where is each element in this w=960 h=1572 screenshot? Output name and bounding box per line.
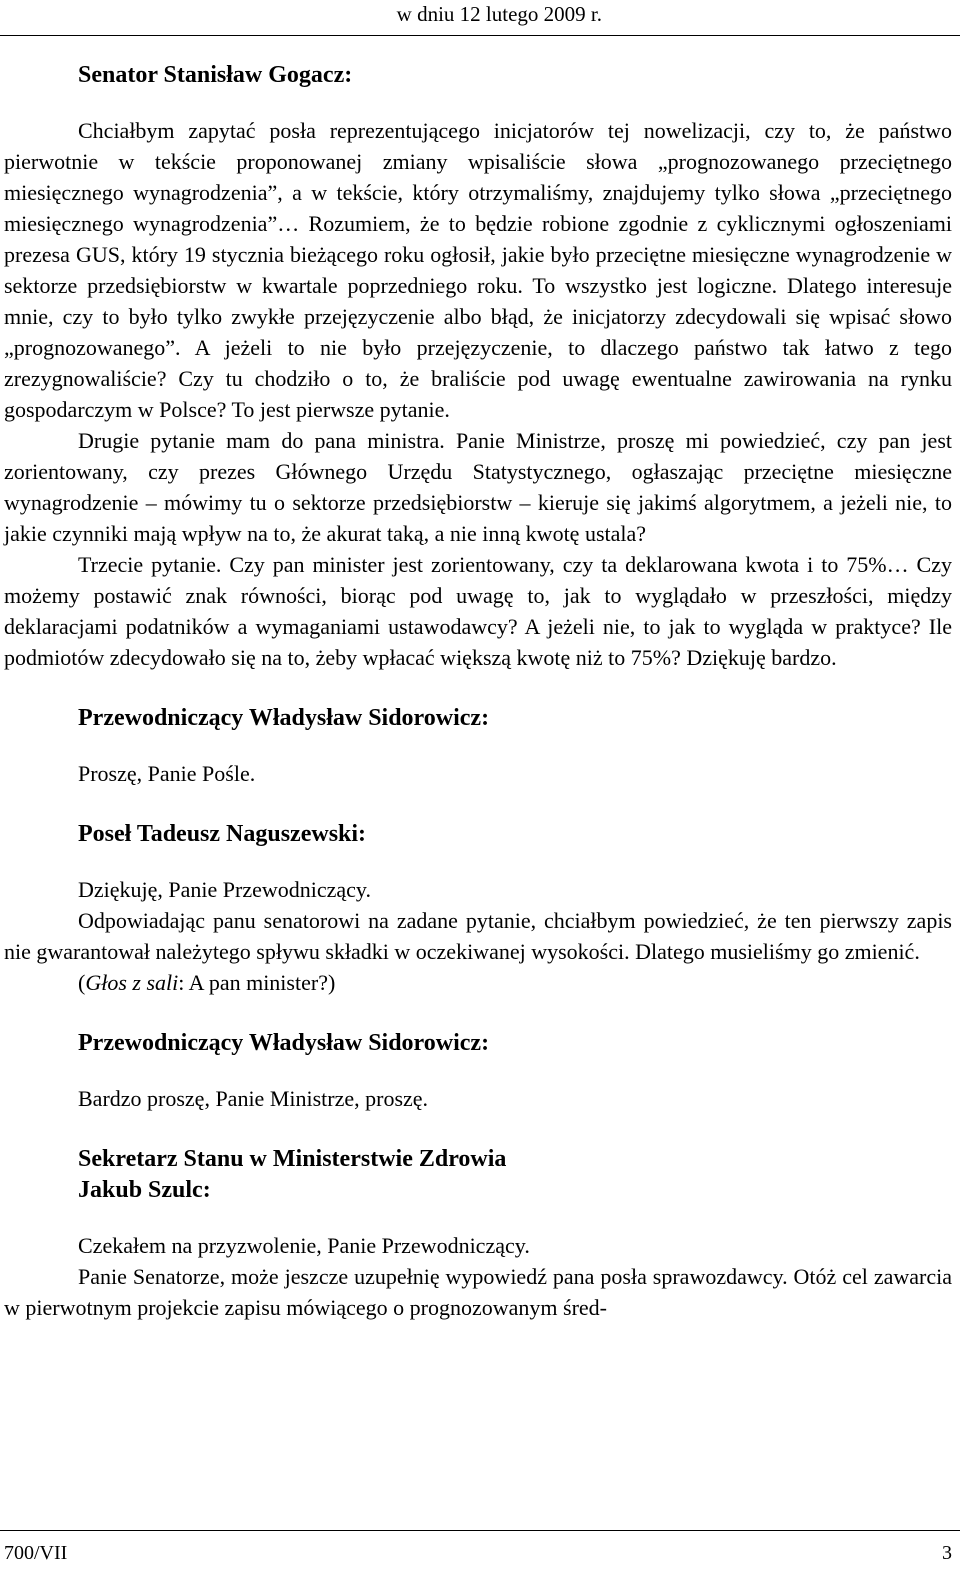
paragraph: Czekałem na przyzwolenie, Panie Przewodniczący. (78, 1233, 530, 1258)
document-number: 700/VII (4, 1542, 68, 1564)
interjection-open: ( (78, 970, 86, 995)
paragraph: Odpowiadając panu senatorowi na zadane pytanie, chciałbym powiedzieć, że ten pierwszy zapis nie gwarantował należytego spływu składki w oczekiwanej wysokości. Dlatego musieliśmy go zmienić. (4, 908, 952, 964)
paragraph: Bardzo proszę, Panie Ministrze, proszę. (78, 1086, 429, 1111)
speaker-name: Jakub Szulc: (78, 1177, 211, 1203)
paragraph: Trzecie pytanie. Czy pan minister jest zorientowany, czy ta deklarowana kwota i to 75%… Czy możemy postawić znak równości, biorąc pod uwagę to, jak to wyglądało w przeszłości, między deklaracjami podatników a wymaganiami ustawodawcy? A jeżeli nie, to jak to wygląda w praktyce? Ile podmiotów zdecydowało się na to, żeby wpłacać większą kwotę niż to 75%? Dziękuję bardzo. (4, 552, 952, 670)
speaker-name: Sekretarz Stanu w Ministerstwie Zdrowia (78, 1146, 507, 1172)
speaker-name: Senator Stanisław Gogacz: (78, 62, 353, 88)
paragraph: Drugie pytanie mam do pana ministra. Panie Ministrze, proszę mi powiedzieć, czy pan jest zorientowany, czy prezes Głównego Urzędu Statystycznego, ogłaszając przeciętne miesięczne wynagrodzenie – mówimy tu o sektorze przedsiębiorstw – kieruje się jakimś algorytmem, a jeżeli nie, to jakie czynniki mają wpływ na to, że akurat taką, a nie inną kwotę ustala? (4, 428, 952, 546)
page-footer (0, 1530, 960, 1572)
speaker-name: Poseł Tadeusz Naguszewski: (78, 821, 367, 847)
header-rule (0, 35, 960, 36)
paragraph: Chciałbym zapytać posła reprezentującego inicjatorów tej nowelizacji, czy to, że państwo pierwotnie w tekście proponowanej zmiany wpisaliście słowa „prognozowanego przeciętnego miesięcznego wynagrodzenia”, a w tekście, który otrzymaliśmy, znajdujemy tylko słowa „przeciętnego miesięcznego wynagrodzenia”… Rozumiem, że to będzie robione zgodnie z cyklicznymi ogłoszeniami prezesa GUS, który 19 stycznia bieżącego roku ogłosił, jakie było przeciętne miesięczne wynagrodzenie w sektorze przedsiębiorstw w kwartale poprzedniego roku. To wszystko jest logiczne. Dlatego interesuje mnie, czy to było tylko zwykłe przejęzyczenie albo błąd, że inicjatorzy zdecydowali się wpisać słowo „prognozowanego”. A jeżeli to nie było przejęzyczenie, to dlaczego państwo tak łatwo z tego zrezygnowaliście? Czy tu chodziło o to, że braliście pod uwagę ewentualne zawirowania na rynku gospodarczym w Polsce? To jest pierwsze pytanie. (4, 118, 952, 422)
interjection-source: Głos z sali (85, 970, 179, 995)
footer-rule (0, 1530, 960, 1531)
interjection (4, 967, 952, 998)
paragraph: Panie Senatorze, może jeszcze uzupełnię wypowiedź pana posła sprawozdawcy. Otóż cel zawarcia w pierwotnym projekcie zapisu mówiącego o prognozowanym śred- (4, 1264, 952, 1320)
page-body (4, 60, 952, 1323)
paragraph: Proszę, Panie Pośle. (78, 761, 256, 786)
paragraph: Dziękuję, Panie Przewodniczący. (78, 877, 372, 902)
header-date: w dniu 12 lutego 2009 r. (396, 2, 602, 26)
interjection-text: : A pan minister?) (178, 970, 336, 995)
speaker-name: Przewodniczący Władysław Sidorowicz: (78, 705, 490, 731)
speaker-name: Przewodniczący Władysław Sidorowicz: (78, 1030, 490, 1056)
page-number: 3 (942, 1542, 952, 1564)
page-header (0, 0, 960, 36)
